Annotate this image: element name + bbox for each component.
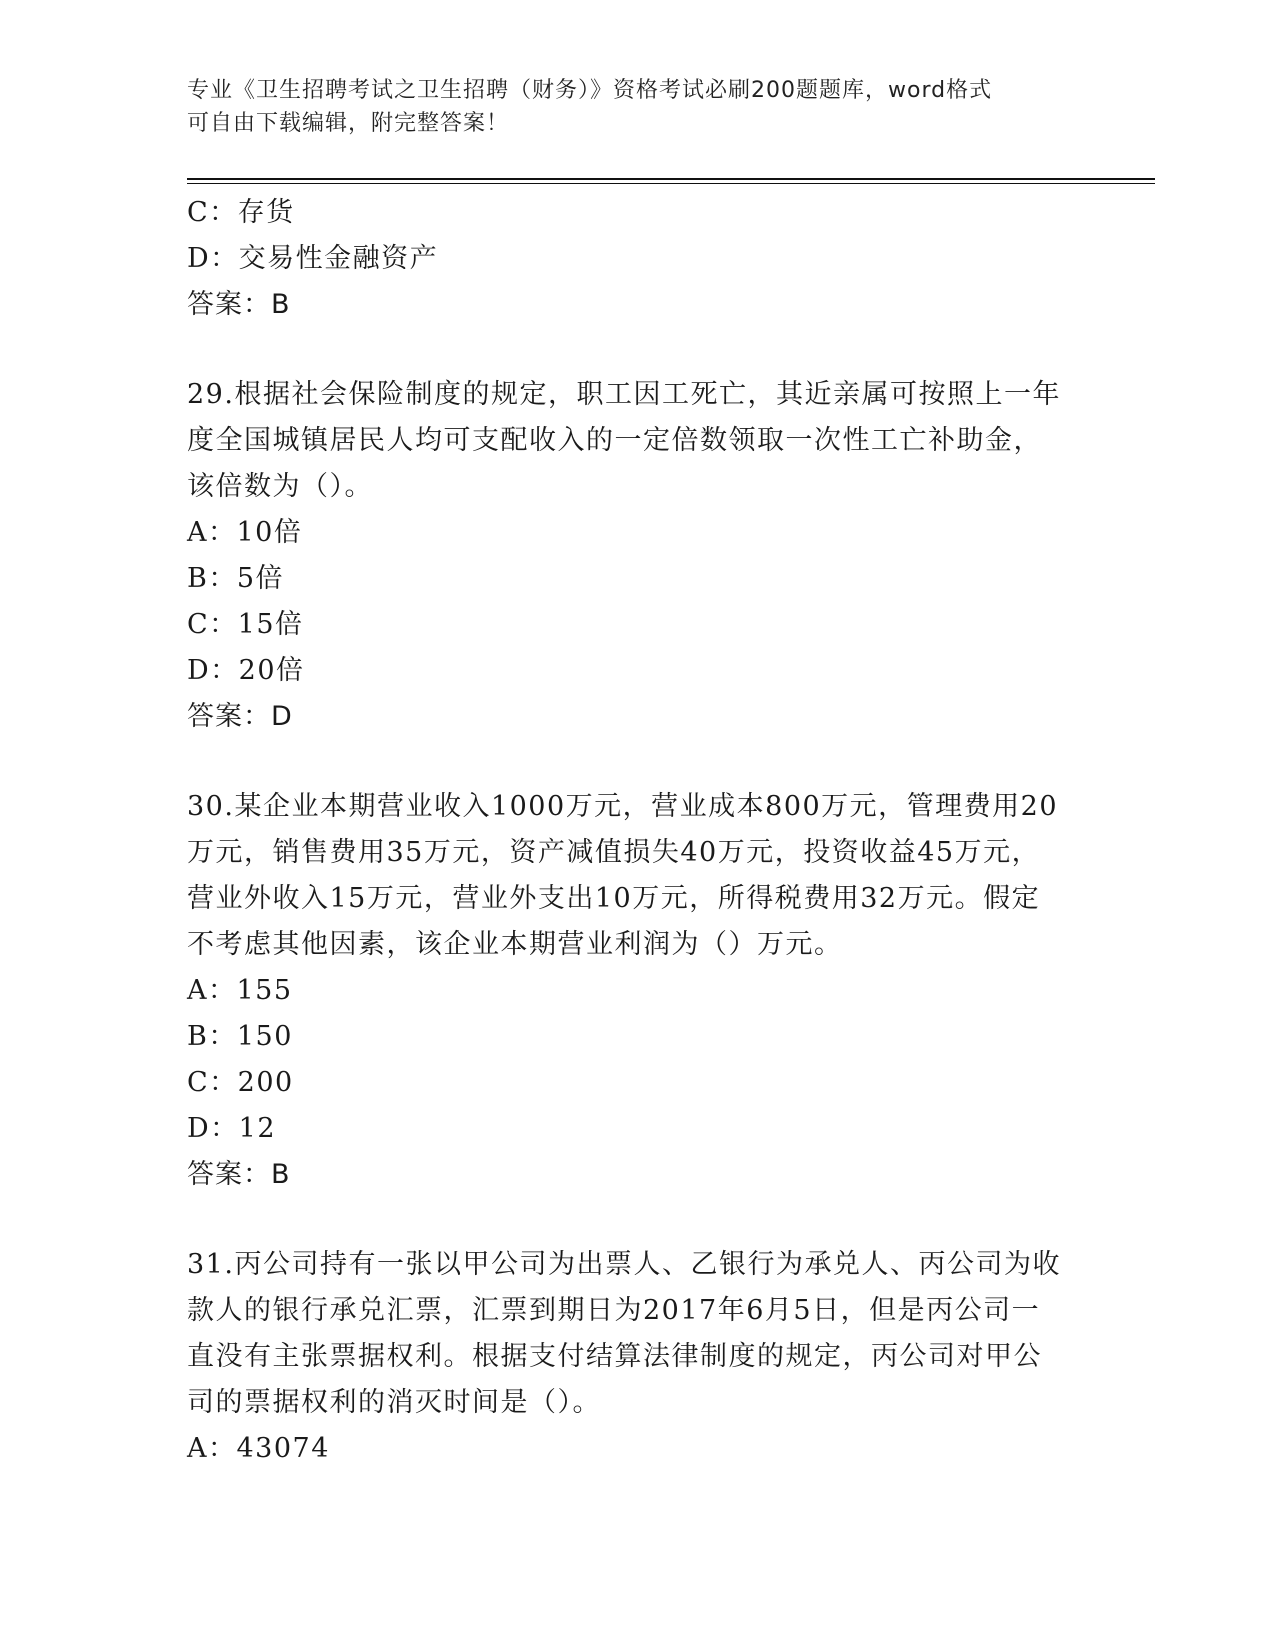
header-divider-thick (187, 178, 1155, 180)
option-d: D：12 (187, 1113, 277, 1144)
question-text-line: 该倍数为（）。 (187, 471, 373, 502)
question-text-line: 度全国城镇居民人均可支配收入的一定倍数领取一次性工亡补助金， (187, 425, 1042, 456)
spacer (187, 740, 1087, 784)
option-c: C：200 (187, 1067, 294, 1098)
question-31 (187, 1242, 1087, 1472)
question-30 (187, 784, 1087, 1198)
question-text-line: 30.某企业本期营业收入1000万元，营业成本800万元，管理费用20 (187, 791, 1059, 822)
question-text-line: 款人的银行承兑汇票，汇票到期日为2017年6月5日，但是丙公司一 (187, 1295, 1041, 1326)
option-b: B：5倍 (187, 563, 285, 594)
option-c: C：15倍 (187, 609, 304, 640)
page-header (187, 74, 1067, 140)
header-divider-thin (187, 183, 1155, 184)
question-text-line: 不考虑其他因素，该企业本期营业利润为（）万元。 (187, 929, 843, 960)
option-a: A：43074 (187, 1433, 330, 1464)
answer-label: 答案：D (187, 701, 293, 732)
option-d: D：交易性金融资产 (187, 243, 439, 274)
header-title-line-1: 专业《卫生招聘考试之卫生招聘（财务）》资格考试必刷200题题库，word格式 (187, 78, 993, 103)
option-d: D：20倍 (187, 655, 305, 686)
question-text-line: 万元，销售费用35万元，资产减值损失40万元，投资收益45万元， (187, 837, 1041, 868)
option-c: C：存货 (187, 197, 295, 228)
question-text-line: 司的票据权利的消灭时间是（）。 (187, 1387, 601, 1418)
answer-label: 答案：B (187, 289, 291, 320)
question-text-line: 直没有主张票据权利。根据支付结算法律制度的规定，丙公司对甲公 (187, 1341, 1042, 1372)
header-title-line-2: 可自由下载编辑，附完整答案！ (187, 111, 510, 136)
spacer (187, 1198, 1087, 1242)
question-28-tail (187, 190, 1087, 328)
question-text-line: 营业外收入15万元，营业外支出10万元，所得税费用32万元。假定 (187, 883, 1041, 914)
option-a: A：155 (187, 975, 293, 1006)
question-29 (187, 372, 1087, 740)
question-text-line: 29.根据社会保险制度的规定，职工因工死亡，其近亲属可按照上一年 (187, 379, 1061, 410)
question-list (187, 190, 1087, 1472)
answer-label: 答案：B (187, 1159, 291, 1190)
option-b: B：150 (187, 1021, 293, 1052)
option-a: A：10倍 (187, 517, 303, 548)
question-text-line: 31.丙公司持有一张以甲公司为出票人、乙银行为承兑人、丙公司为收 (187, 1249, 1061, 1280)
spacer (187, 328, 1087, 372)
